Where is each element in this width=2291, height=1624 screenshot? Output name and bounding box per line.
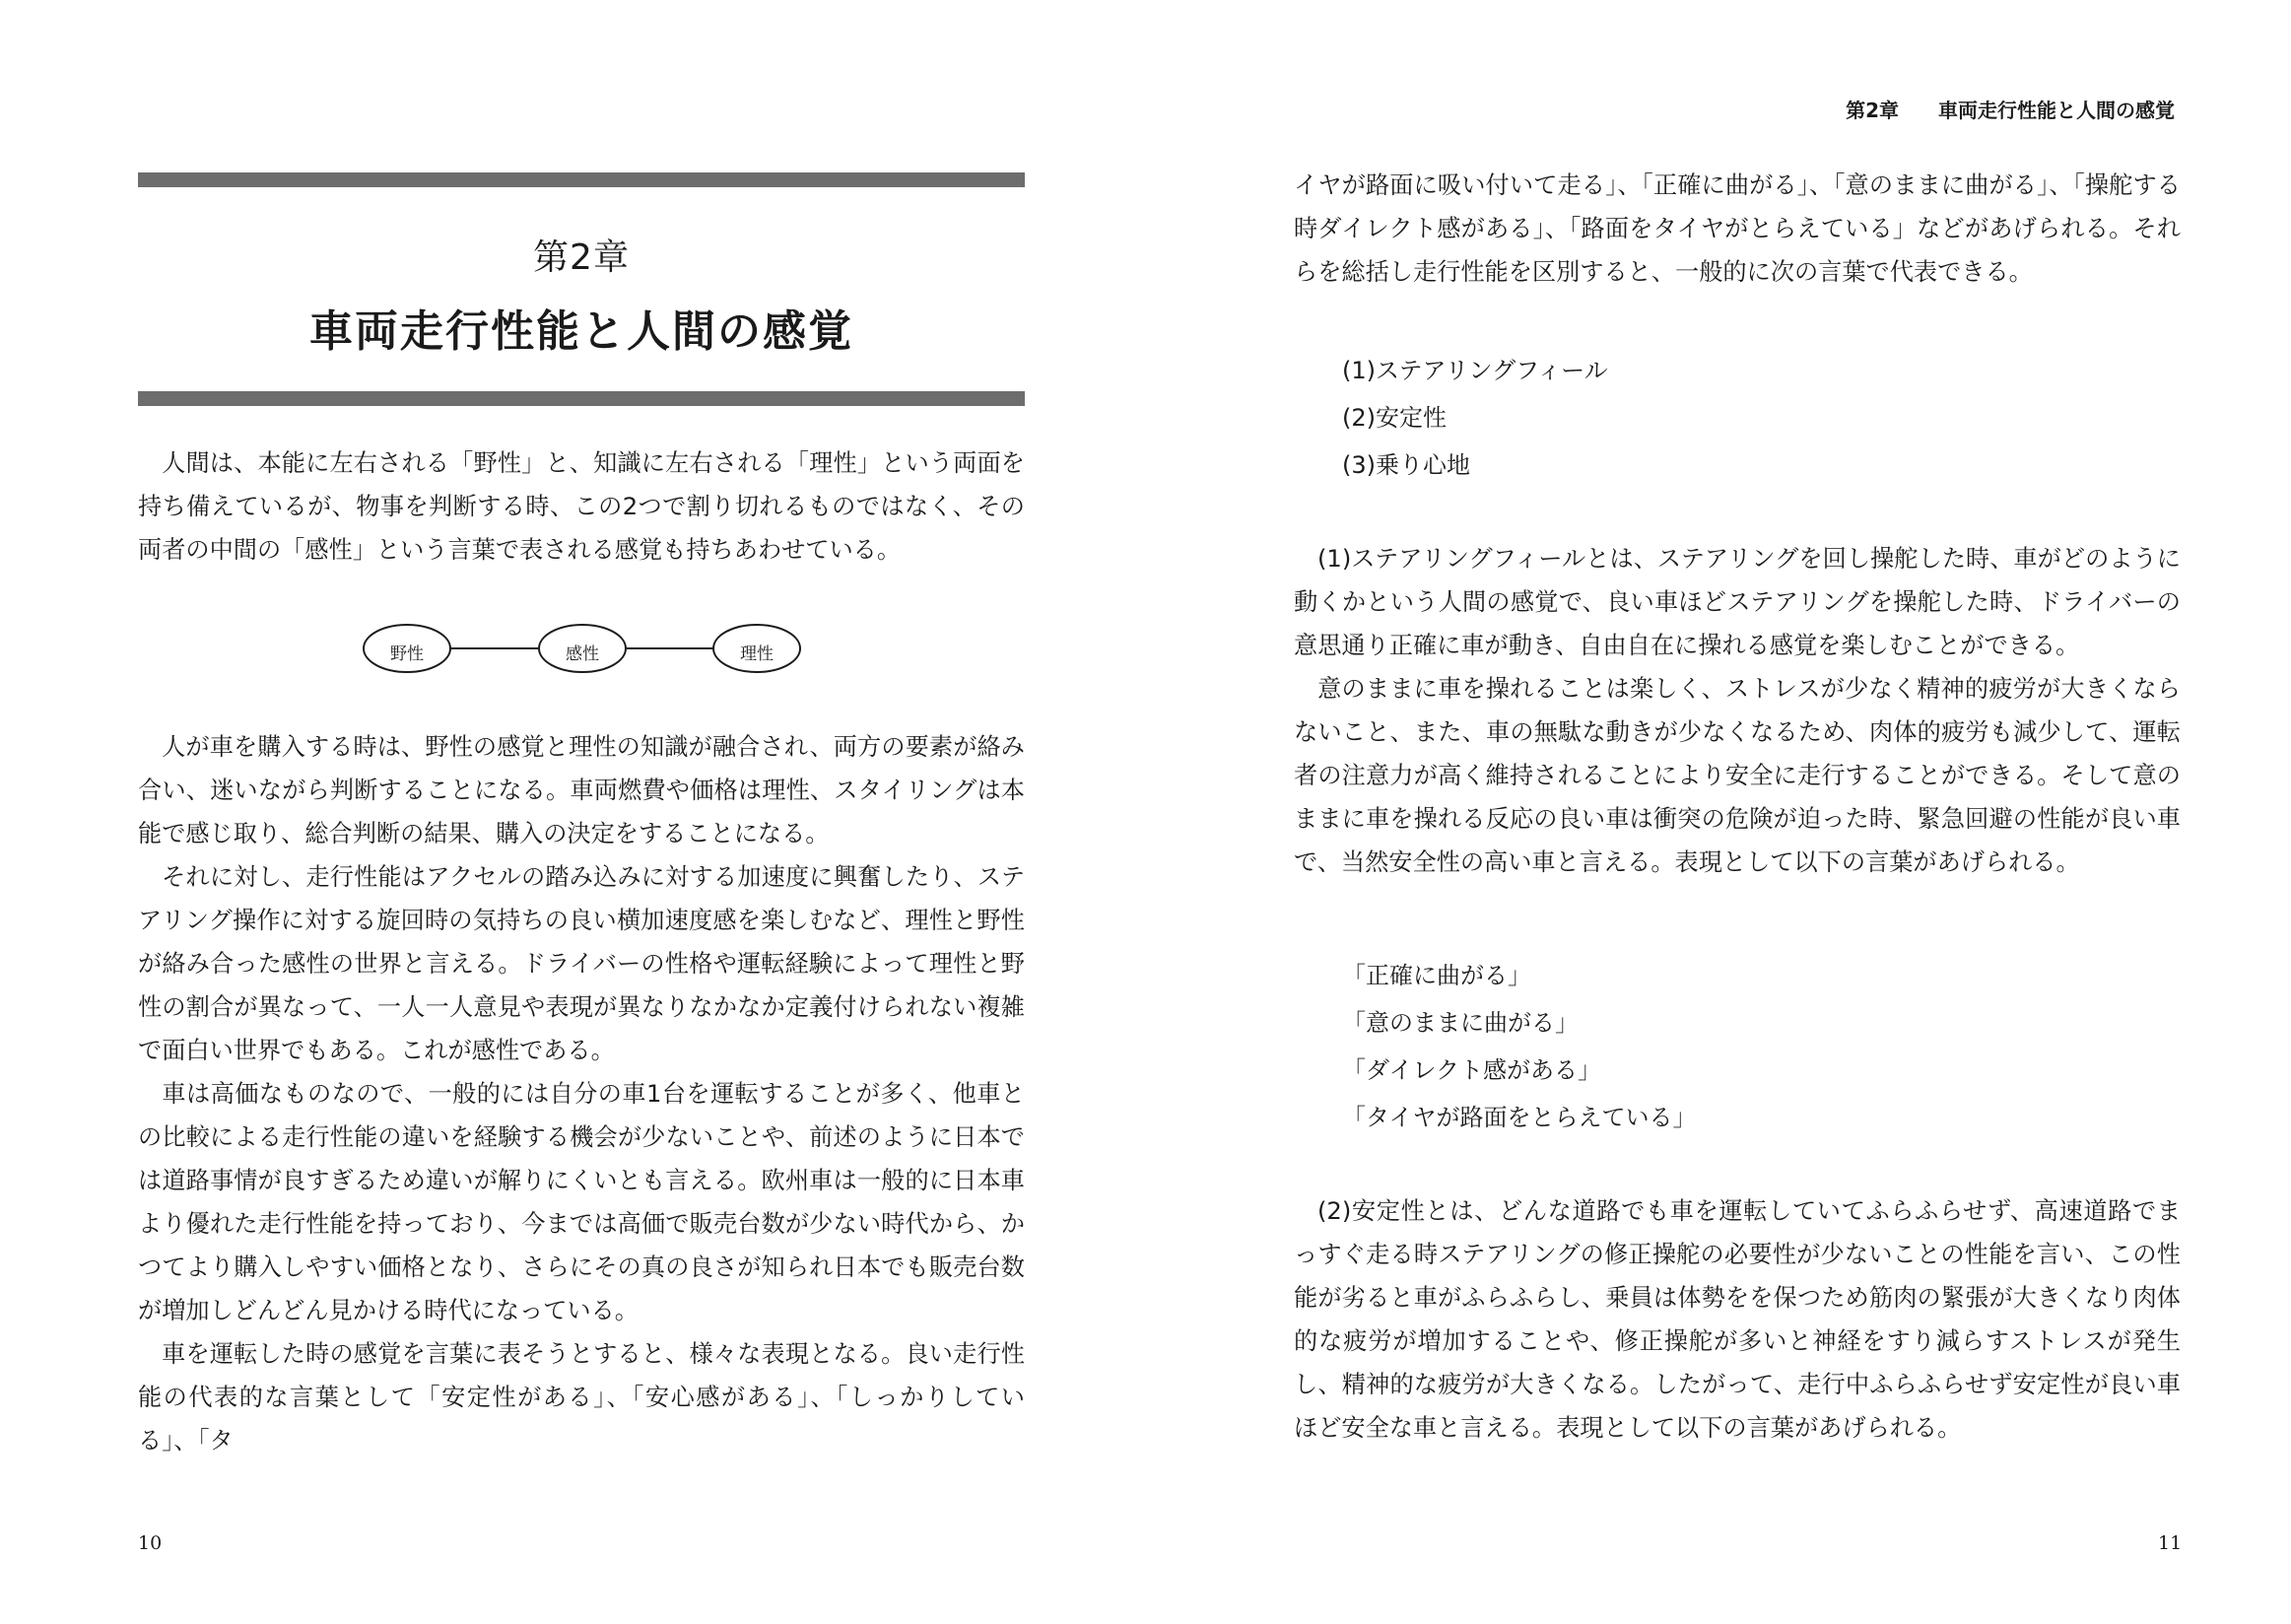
diagram-label-reason: 理性 xyxy=(740,644,774,664)
body-paragraph xyxy=(138,441,1025,572)
diagram-label-sensibility: 感性 xyxy=(566,644,599,664)
running-head-title: 車両走行性能と人間の感覚 xyxy=(1938,99,2175,122)
paragraph-text: 人が車を購入する時は、野性の感覚と理性の知識が融合され、両方の要素が絡み合い、迷いながら判断することになる。車両燃費や価格は理性、スタイリングは本能で感じ取り、総合判断の結果、購入の決定をすることになる。 xyxy=(138,733,1025,847)
paragraph-text: 意のままに車を操れることは楽しく、ストレスが少なく精神的疲労が大きくならないこと、また、車の無駄な動きが少なくなるため、肉体的疲労も減少して、運転者の注意力が高く維持されることにより安全に走行することができる。そして意のままに車を操れる反応の良い車は衝突の危険が迫った時、緊急回避の性能が良い車で、当然安全性の高い車と言える。表現として以下の言葉があげられる。 xyxy=(1294,675,2181,876)
paragraph-text: 人間は、本能に左右される「野性」と、知識に左右される「理性」という両面を持ち備えているが、物事を判断する時、この2つで割り切れるものではなく、その両者の中間の「感性」という言葉で表される感覚も持ちあわせている。 xyxy=(138,449,1025,564)
list-item: 「タイヤが路面をとらえている」 xyxy=(1342,1104,1697,1131)
list-item: 「ダイレクト感がある」 xyxy=(1342,1056,1602,1084)
left-page xyxy=(0,0,1145,1624)
running-head-chapter: 第2章 xyxy=(1846,99,1899,122)
diagram-label-wild: 野性 xyxy=(390,644,424,664)
body-paragraph xyxy=(138,725,1025,855)
paragraph-text: 車は高価なものなので、一般的には自分の車1台を運転することが多く、他車との比較による走行性能の違いを経験する機会が少ないことや、前述のように日本では道路事情が良すぎるため違いが解りにくいとも言える。欧州車は一般的に日本車より優れた走行性能を持っており、今までは高価で販売台数が少ない時代から、かつてより購入しやすい価格となり、さらにその真の良さが知られ日本でも販売台数が増加しどんどん見かける時代になっている。 xyxy=(138,1080,1025,1324)
paragraph-text: イヤが路面に吸い付いて走る」、「正確に曲がる」、「意のままに曲がる」、「操舵する時ダイレクト感がある」、「路面をタイヤがとらえている」などがあげられる。それらを総括し走行性能を区別すると、一般的に次の言葉で代表できる。 xyxy=(1294,171,2181,286)
list-item: (3)乗り心地 xyxy=(1342,451,1470,479)
list-item: 「正確に曲がる」 xyxy=(1342,962,1531,989)
page-number: 11 xyxy=(2158,1532,2183,1554)
body-paragraph xyxy=(1294,537,2181,667)
body-paragraph xyxy=(1294,1189,2181,1450)
body-paragraph xyxy=(1294,164,2181,294)
chapter-title: 車両走行性能と人間の感覚 xyxy=(309,306,853,357)
body-paragraph xyxy=(138,1072,1025,1332)
list-item: (2)安定性 xyxy=(1342,404,1447,432)
list-item: 「意のままに曲がる」 xyxy=(1342,1009,1579,1037)
expression-list xyxy=(1342,952,1697,1141)
chapter-rule-bottom xyxy=(138,391,1025,406)
list-item: (1)ステアリングフィール xyxy=(1342,357,1608,384)
category-list xyxy=(1342,347,1608,489)
paragraph-text: (1)ステアリングフィールとは、ステアリングを回し操舵した時、車がどのように動くかという人間の感覚で、良い車ほどステアリングを操舵した時、ドライバーの意思通り正確に車が動き、自由自在に操れる感覚を楽しむことができる。 xyxy=(1294,545,2181,659)
running-head xyxy=(1846,95,2175,123)
page-number: 10 xyxy=(138,1532,163,1554)
paragraph-text: 車を運転した時の感覚を言葉に表そうとすると、様々な表現となる。良い走行性能の代表的な言葉として「安定性がある」、「安心感がある」、「しっかりしている」、「タ xyxy=(138,1340,1025,1455)
body-paragraph xyxy=(138,855,1025,1072)
chapter-rule-top xyxy=(138,172,1025,187)
body-paragraph xyxy=(1294,667,2181,884)
paragraph-text: (2)安定性とは、どんな道路でも車を運転していてふらふらせず、高速道路でまっすぐ走る時ステアリングの修正操舵の必要性が少ないことの性能を言い、この性能が劣ると車がふらふらし、乗員は体勢をを保つため筋肉の緊張が大きくなり肉体的な疲労が増加することや、修正操舵が多いと神経をすり減らすストレスが発生し、精神的な疲労が大きくなる。したがって、走行中ふらふらせず安定性が良い車ほど安全な車と言える。表現として以下の言葉があげられる。 xyxy=(1294,1197,2181,1442)
chapter-number: 第2章 xyxy=(533,237,630,278)
body-paragraph xyxy=(138,1332,1025,1462)
sense-diagram xyxy=(363,619,801,680)
paragraph-text: それに対し、走行性能はアクセルの踏み込みに対する加速度に興奮したり、ステアリング操作に対する旋回時の気持ちの良い横加速度感を楽しむなど、理性と野性が絡み合った感性の世界と言える。ドライバーの性格や運転経験によって理性と野性の割合が異なって、一人一人意見や表現が異なりなかなか定義付けられない複雑で面白い世界でもある。これが感性である。 xyxy=(138,863,1025,1064)
